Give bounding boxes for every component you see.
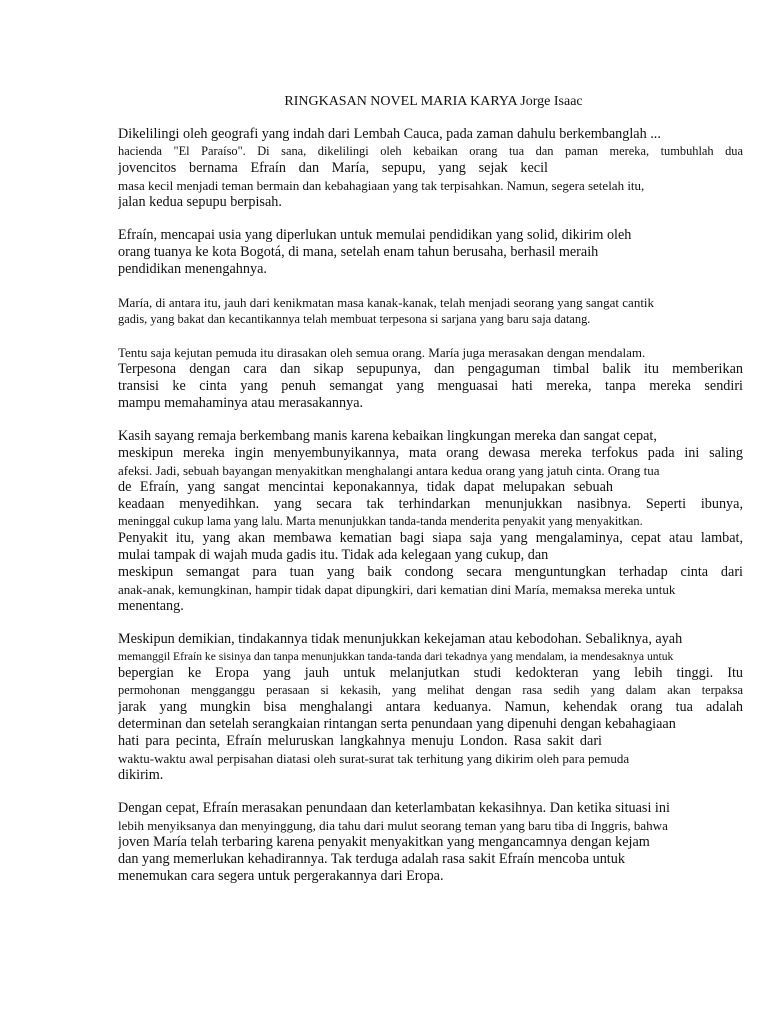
text-line: hacienda "El Paraíso". Di sana, dikelilingi oleh kebaikan orang tua dan paman mereka, tumbuhlah dua	[118, 144, 743, 158]
text-line: memanggil Efraín ke sisinya dan tanpa menunjukkan tanda-tanda dari tekadnya yang mendalam, ia mendesaknya untuk	[118, 650, 674, 663]
text-line: hati para pecinta, Efraín meluruskan langkahnya menuju London. Rasa sakit dari	[118, 733, 602, 749]
text-line: Tentu saja kejutan pemuda itu dirasakan oleh semua orang. María juga merasakan dengan mendalam.	[118, 345, 646, 360]
text-line: Meskipun demikian, tindakannya tidak menunjukkan kekejaman atau kebodohan. Sebaliknya, ayah	[118, 631, 683, 647]
text-line: jarak yang mungkin bisa menghalangi antara keduanya. Namun, kehendak orang tua adalah	[118, 699, 743, 715]
text-line: masa kecil menjadi teman bermain dan kebahagiaan yang tak terpisahkan. Namun, segera setelah itu,	[118, 178, 645, 193]
text-line: meninggal cukup lama yang lalu. Marta menunjukkan tanda-tanda menderita penyakit yang menyakitkan.	[118, 514, 643, 528]
paragraph-1	[118, 126, 743, 211]
paragraph-7	[118, 800, 743, 885]
text-line: Efraín, mencapai usia yang diperlukan untuk memulai pendidikan yang solid, dikirim oleh	[118, 227, 632, 243]
text-line: Dengan cepat, Efraín merasakan penundaan dan keterlambatan kekasihnya. Dan ketika situasi ini	[118, 800, 670, 816]
text-line: de Efraín, yang sangat mencintai keponakannya, tidak dapat melupakan sebuah	[118, 479, 613, 495]
text-line: meskipun semangat para tuan yang baik condong secara menguntungkan terhadap cinta dari	[118, 564, 743, 580]
paragraph-5	[118, 428, 743, 615]
text-line: menemukan cara segera untuk pergerakannya dari Eropa.	[118, 868, 444, 884]
text-line: joven María telah terbaring karena penyakit menyakitkan yang mengancamnya dengan kejam	[118, 834, 650, 850]
text-line: mulai tampak di wajah muda gadis itu. Tidak ada kelegaan yang cukup, dan	[118, 547, 549, 563]
paragraph-6	[118, 631, 743, 784]
text-line: lebih menyiksanya dan menyinggung, dia tahu dari mulut seorang teman yang baru tiba di Inggris, bahwa	[118, 818, 668, 833]
text-line: orang tuanya ke kota Bogotá, di mana, setelah enam tahun berusaha, berhasil meraih	[118, 244, 599, 260]
text-line: gadis, yang bakat dan kecantikannya telah membuat terpesona si sarjana yang baru saja datang.	[118, 312, 591, 326]
text-line: Penyakit itu, yang akan membawa kematian bagi siapa saja yang mengalaminya, cepat atau lambat,	[118, 530, 743, 546]
text-line: dikirim.	[118, 767, 164, 783]
paragraph-2	[118, 227, 743, 278]
text-line: waktu-waktu awal perpisahan diatasi oleh surat-surat tak terhitung yang dikirim oleh para pemuda	[118, 751, 630, 766]
text-line: afeksi. Jadi, sebuah bayangan menyakitkan menghalangi antara kedua orang yang jatuh cinta. Orang tua	[118, 463, 660, 478]
text-line: María, di antara itu, jauh dari kenikmatan masa kanak-kanak, telah menjadi seorang yang sangat cantik	[118, 295, 655, 310]
text-line: keadaan menyedihkan. yang secara tak terhindarkan menunjukkan nasibnya. Seperti ibunya,	[118, 496, 743, 512]
text-line: pendidikan menengahnya.	[118, 261, 267, 277]
text-line: Dikelilingi oleh geografi yang indah dari Lembah Cauca, pada zaman dahulu berkembanglah ...	[118, 126, 661, 142]
text-line: transisi ke cinta yang penuh semangat yang menguasai hati mereka, tanpa mereka sendiri	[118, 378, 743, 394]
paragraph-3	[118, 294, 743, 328]
document-title: RINGKASAN NOVEL MARIA KARYA Jorge Isaac	[284, 94, 583, 109]
paragraph-4	[118, 344, 743, 412]
text-line: meskipun mereka ingin menyembunyikannya, mata orang dewasa mereka terfokus pada ini saling	[118, 445, 743, 461]
text-line: Terpesona dengan cara dan sikap sepupunya, dan pengaguman timbal balik itu memberikan	[118, 361, 743, 377]
document-page	[118, 93, 743, 901]
text-line: Kasih sayang remaja berkembang manis karena kebaikan lingkungan mereka dan sangat cepat,	[118, 428, 657, 444]
text-line: jovencitos bernama Efraín dan María, sepupu, yang sejak kecil	[118, 160, 548, 176]
text-line: bepergian ke Eropa yang jauh untuk melanjutkan studi kedokteran yang lebih tinggi. Itu	[118, 665, 743, 681]
text-line: permohonan mengganggu perasaan si kekasih, yang melihat dengan rasa sedih yang dalam akan terpaksa	[118, 683, 743, 697]
text-line: dan yang memerlukan kehadirannya. Tak terduga adalah rasa sakit Efraín mencoba untuk	[118, 851, 625, 867]
text-line: jalan kedua sepupu berpisah.	[118, 194, 282, 210]
text-line: determinan dan setelah serangkaian rintangan serta penundaan yang dipenuhi dengan kebahagiaan	[118, 716, 676, 732]
text-line: anak-anak, kemungkinan, hampir tidak dapat dipungkiri, dari kematian dini María, memaksa mereka untuk	[118, 582, 676, 597]
text-line: menentang.	[118, 598, 184, 614]
text-line: mampu memahaminya atau merasakannya.	[118, 395, 364, 411]
